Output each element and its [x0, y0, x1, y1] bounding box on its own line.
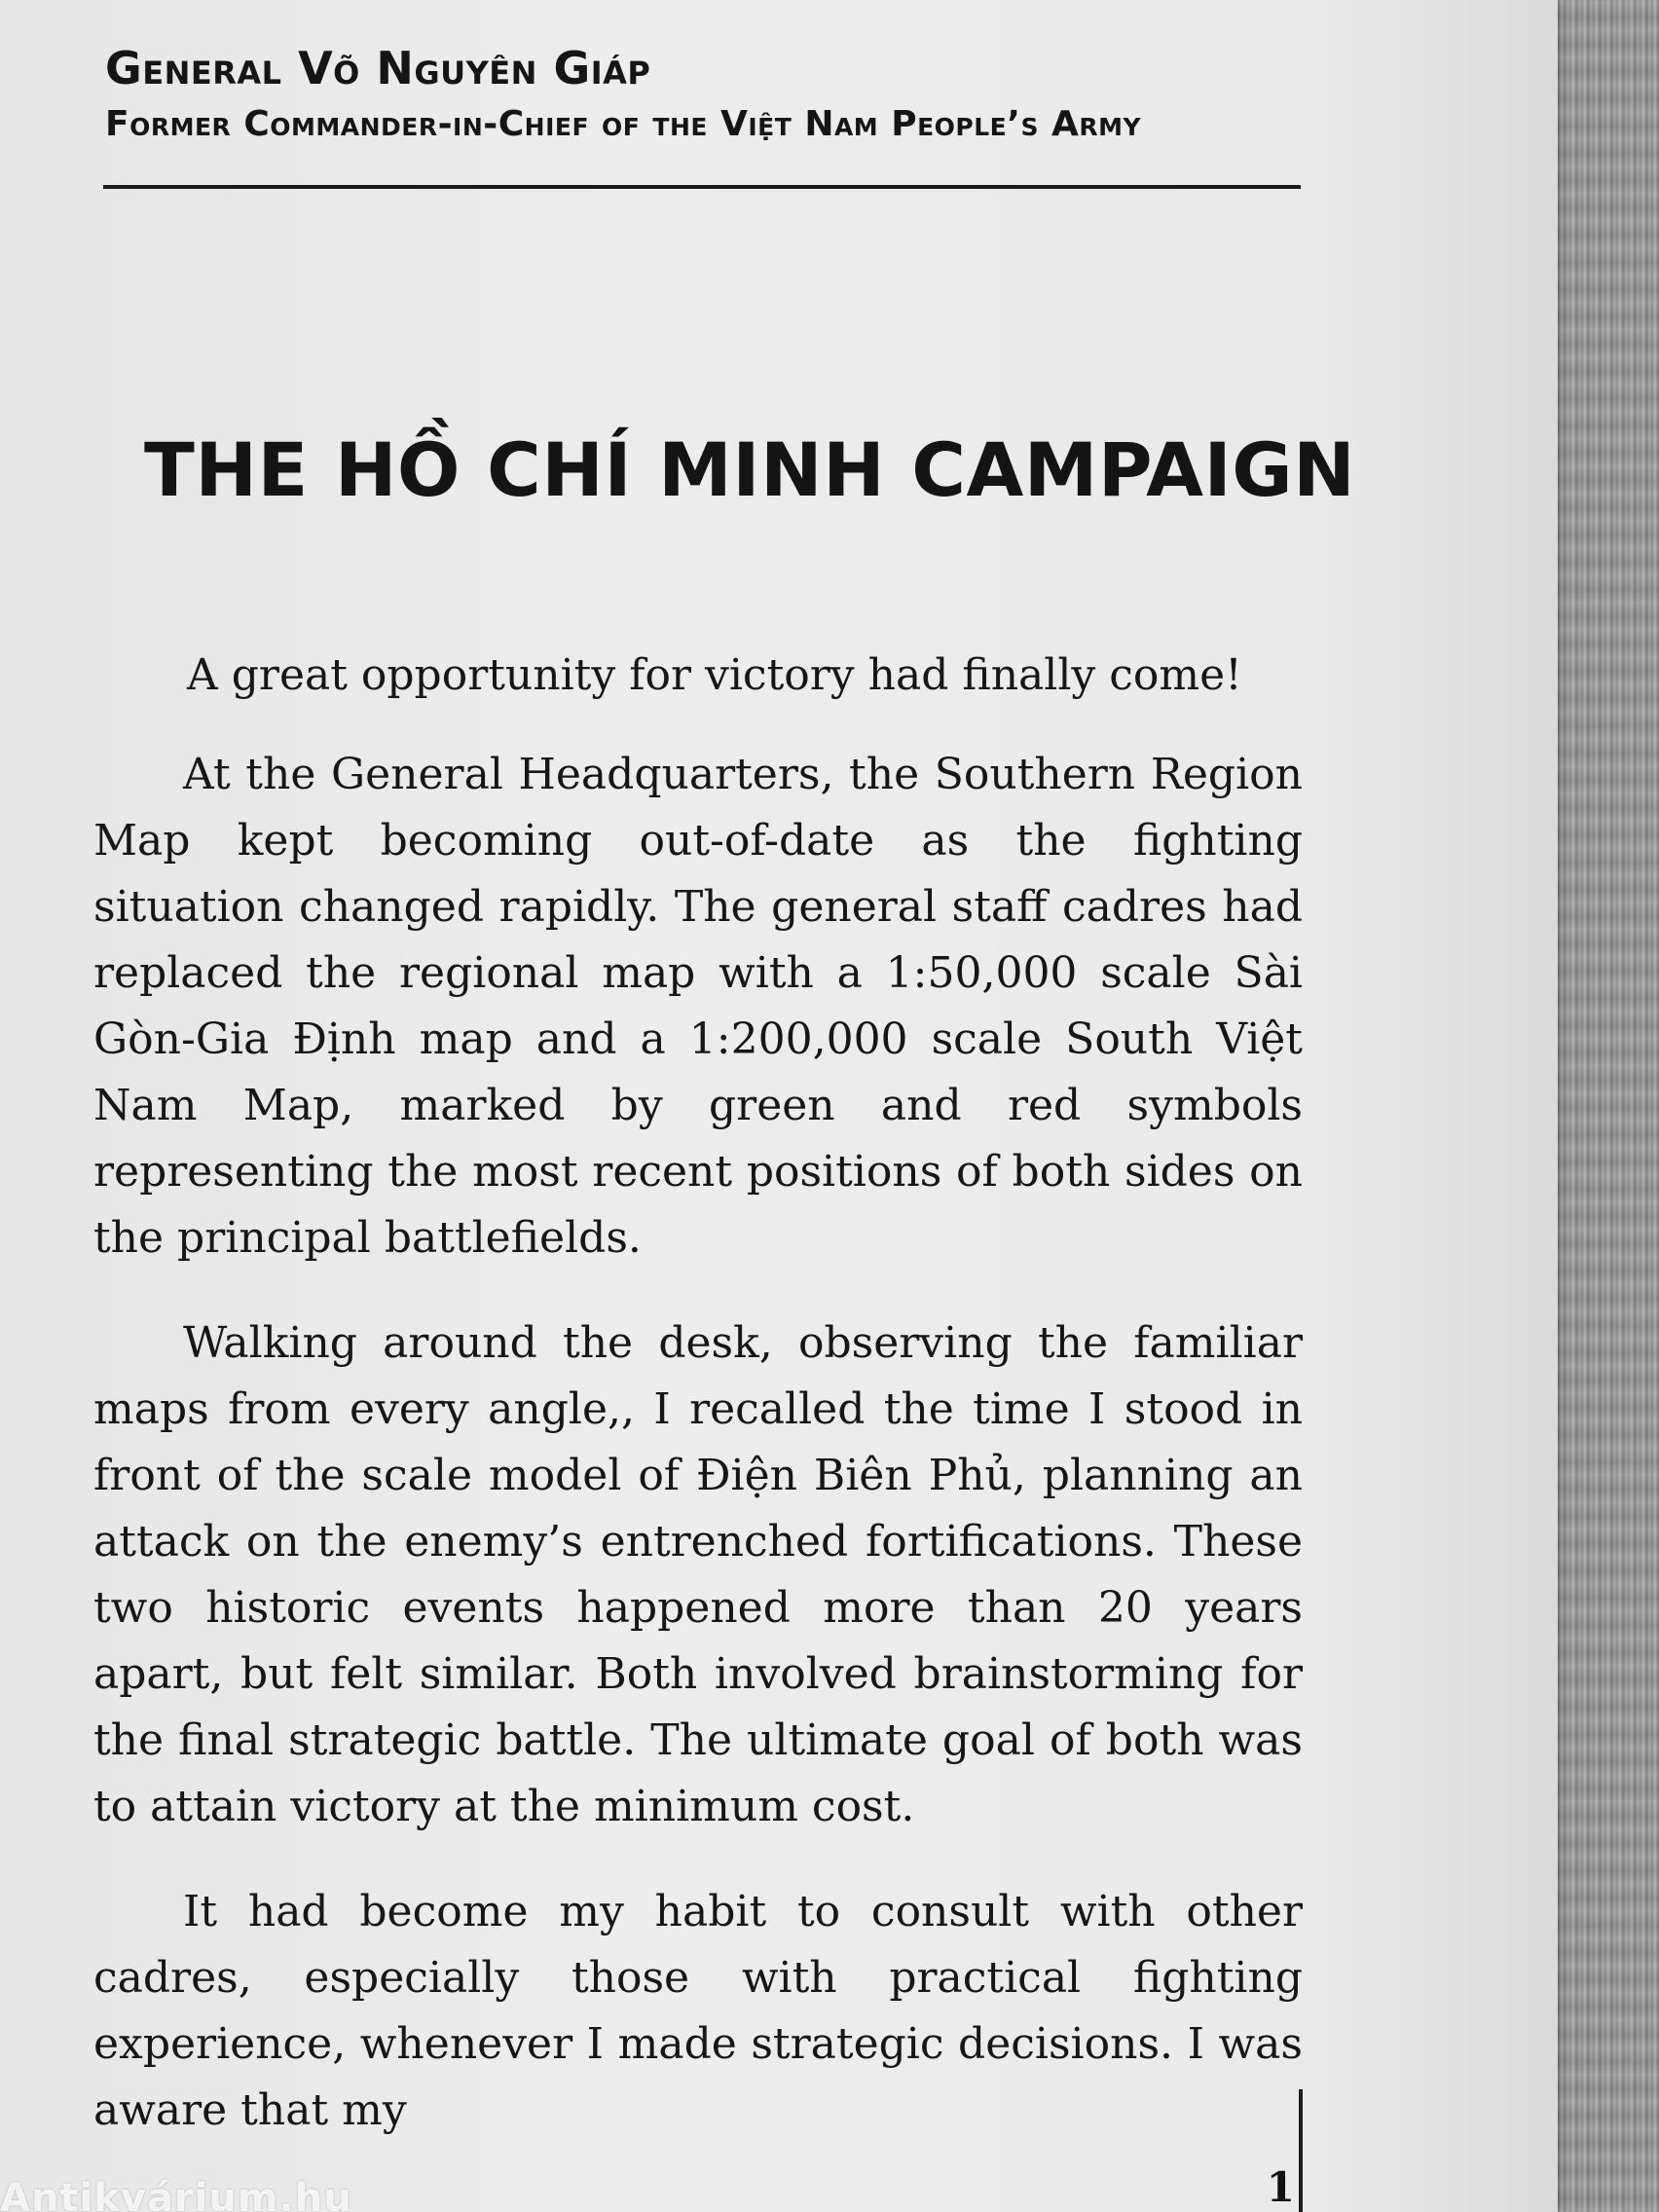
- running-head-role: Former Commander-in-Chief of the Việt Nam People’s Army: [105, 104, 1142, 144]
- paragraph-3: Walking around the desk, observing the familiar maps from every angle,, I recalled the time I stood in front of the scale model of Điện Biên Phủ, planning an attack on the enemy’s entrenched fortifications. These two historic events happened more than 20 years apart, but felt similar. Both involved brainstorming for the final strategic battle. The ultimate goal of both was to attain victory at the minimum cost.: [93, 1318, 1303, 1831]
- folio-rule: [1299, 2089, 1303, 2212]
- chapter-title: THE HỒ CHÍ MINH CAMPAIGN: [144, 426, 1356, 513]
- page-number: 1: [1266, 2163, 1295, 2211]
- page-stack-edge: [1556, 0, 1659, 2212]
- paragraph-4: It had become my habit to consult with other cadres, especially those with practical fighting experience, whenever I made strategic decisions. I was aware that my: [93, 1887, 1303, 2135]
- paragraph-2: At the General Headquarters, the Southern Region Map kept becoming out-of-date as the fighting situation changed rapidly. The general staff cadres had replaced the regional map with a 1:50,000 scale Sài Gòn-Gia Định map and a 1:200,000 scale South Việt Nam Map, marked by green and red symbols representing the most recent positions of both sides on the principal battlefields.: [93, 750, 1303, 1263]
- running-head-author: General Võ Nguyên Giáp: [105, 42, 651, 94]
- header-rule: [103, 185, 1301, 189]
- paragraph-1: A great opportunity for victory had finally come!: [187, 650, 1242, 700]
- watermark: Antikvárium.hu: [0, 2176, 352, 2212]
- body-text: [93, 643, 1303, 2183]
- running-head: [105, 37, 1301, 150]
